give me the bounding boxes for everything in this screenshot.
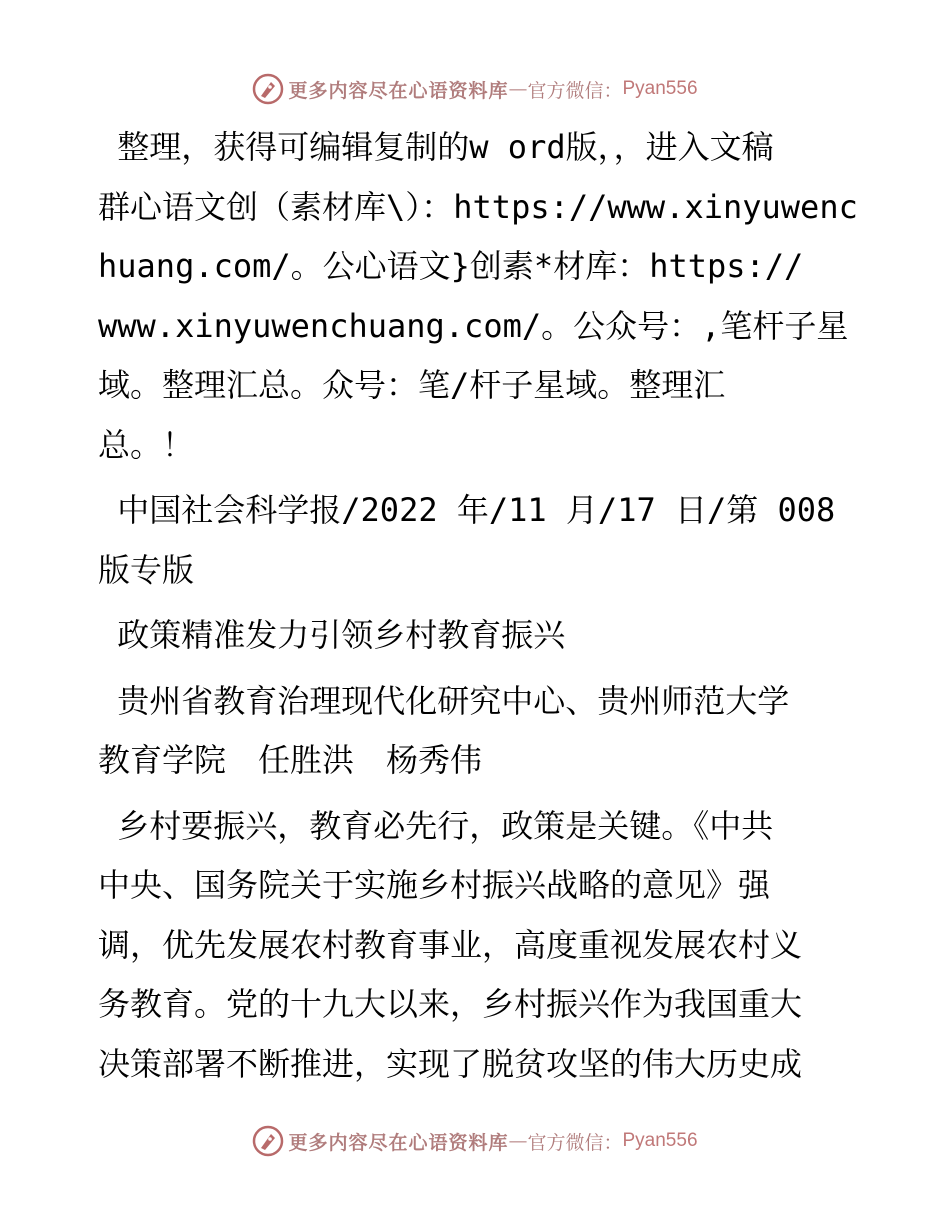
banner-separator: — xyxy=(508,78,528,100)
text-line: 域。整理汇总。众号：笔/杆子星域。整理汇 xyxy=(98,366,726,404)
document-body xyxy=(98,118,858,1100)
text-line: huang.com/。公心语文}创素*材库：https:// xyxy=(98,247,804,285)
banner-wechat-id: Pyan556 xyxy=(622,1130,698,1151)
text-line: 中国社会科学报/2022 年/11 月/17 日/第 008 xyxy=(98,491,836,529)
text-line: 贵州省教育治理现代化研究中心、贵州师范大学 xyxy=(98,681,790,720)
intro-paragraph xyxy=(98,118,858,475)
text-line: 政策精准发力引领乡村教育振兴 xyxy=(98,616,566,654)
banner-text: 更多内容尽在心语资料库 xyxy=(288,1131,509,1154)
text-line: 整理，获得可编辑复制的w ord版，，进入文稿 xyxy=(98,128,774,166)
text-line: 乡村要振兴，教育必先行，政策是关键。《中共 xyxy=(98,806,774,845)
pen-nib-logo-icon xyxy=(252,1125,284,1157)
banner-wechat-label: 官方微信： xyxy=(527,1131,623,1154)
text-line: 总。！ xyxy=(98,425,195,464)
author-affiliation xyxy=(98,672,858,791)
body-paragraph xyxy=(98,797,858,1095)
text-line: 调，优先发展农村教育事业，高度重视发展农村义 xyxy=(98,925,803,964)
article-title xyxy=(98,606,858,666)
banner-wechat-id: Pyan556 xyxy=(622,78,698,99)
text-line: 中央、国务院关于实施乡村振兴战略的意见》强 xyxy=(98,866,771,904)
footer-banner xyxy=(0,1124,950,1158)
text-line: 决策部署不断推进，实现了脱贫攻坚的伟大历史成 xyxy=(98,1044,803,1083)
banner-separator: — xyxy=(508,1130,528,1152)
text-line: 教育学院 任胜洪 杨秀伟 xyxy=(98,741,483,779)
text-line: 务教育。党的十九大以来，乡村振兴作为我国重大 xyxy=(98,985,803,1023)
text-line: 版专版 xyxy=(98,550,195,589)
text-line: 群心语文创（素材库\）：https://www.xinyuwenc xyxy=(98,187,858,226)
text-line: www.xinyuwenchuang.com/。公众号：,笔杆子星 xyxy=(98,306,849,345)
source-paragraph xyxy=(98,481,858,600)
header-banner xyxy=(0,72,950,106)
pen-nib-logo-icon xyxy=(252,73,284,105)
banner-text: 更多内容尽在心语资料库 xyxy=(288,79,509,102)
banner-wechat-label: 官方微信： xyxy=(527,79,623,102)
